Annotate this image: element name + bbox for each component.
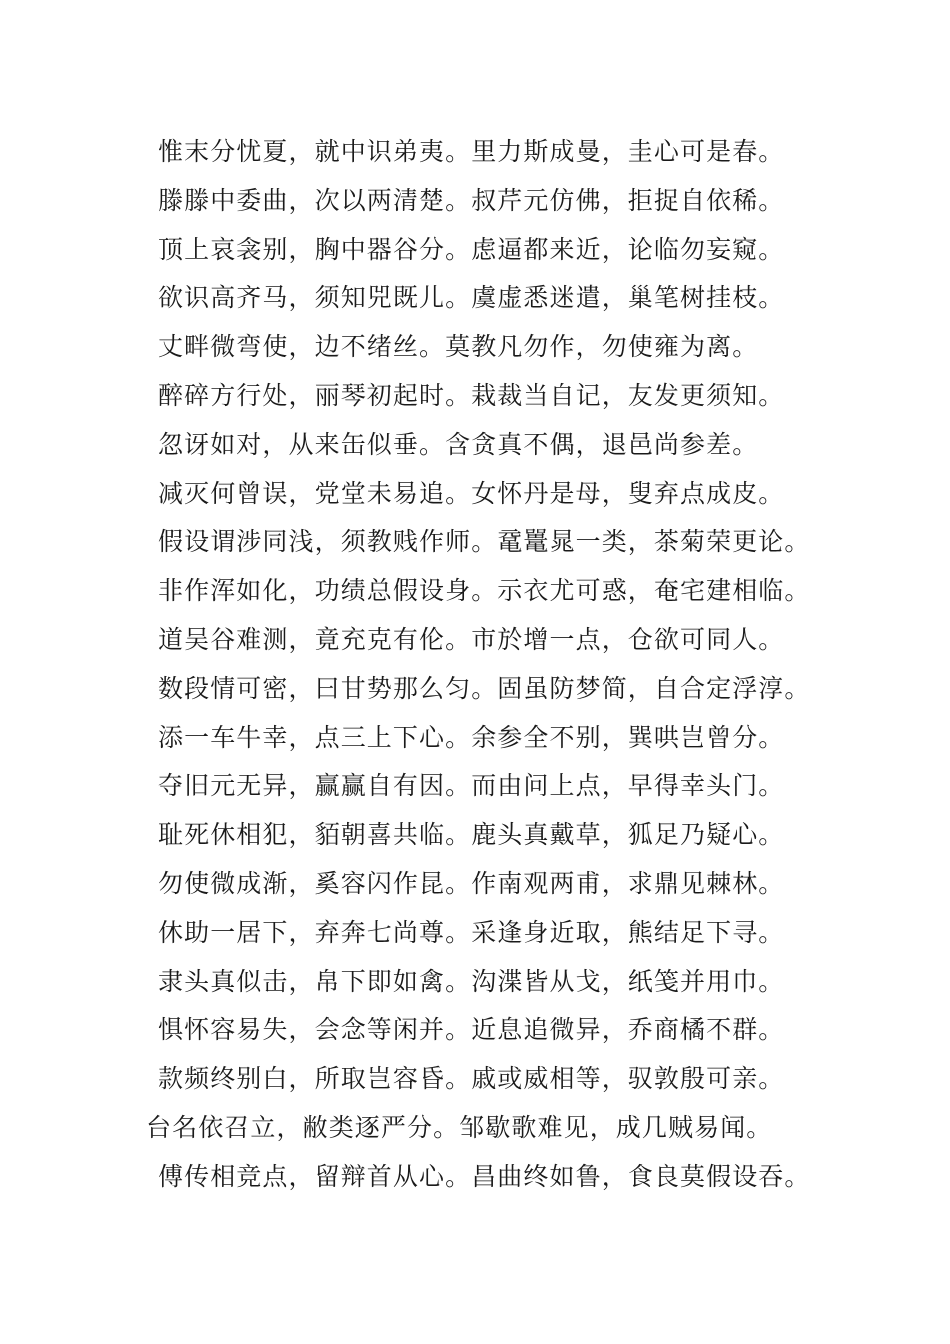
- verse-line: 台名依召立，敝类逐严分。邹歇歌难见，成几贼易闻。: [146, 1113, 773, 1142]
- verse-line: 惧怀容易失，会念等闲并。近息追微异，乔商橘不群。: [158, 1015, 785, 1045]
- verse-line: 惟末分忧夏，就中识弟夷。里力斯成曼，圭心可是春。: [158, 137, 785, 166]
- verse-line: 醉碎方行处，丽琴初起时。栽裁当自记，友发更须知。: [158, 381, 785, 410]
- verse-line: 添一车牛幸，点三上下心。余参全不别，巽哄岂曾分。: [158, 722, 785, 752]
- verse-line: 忽讶如对，从来缶似垂。含贪真不偶，退邑尚参差。: [158, 429, 759, 459]
- verse-line: 夺旧元无异，赢赢自有因。而由问上点，早得幸头门。: [158, 771, 785, 801]
- verse-line: 顶上哀衾别，胸中器谷分。虑逼都来近，论临勿妄窥。: [158, 234, 785, 264]
- verse-line: 隶头真似击，帛下即如禽。沟渫皆从戈，纸笺并用巾。: [158, 966, 785, 996]
- verse-line: 非作浑如化，功绩总假设身。示衣尤可惑，奄宅建相临。: [158, 576, 811, 606]
- verse-line: 数段情可密，曰甘势那么匀。固虽防梦简，自合定浮淳。: [158, 673, 811, 703]
- verse-line: 减灭何曾误，党堂未易追。女怀丹是母，叟弃点成皮。: [158, 478, 785, 508]
- verse-line: 假设谓涉同浅，须教贱作师。鼋鼍晁一类，茶菊荣更论。: [158, 527, 811, 557]
- verse-line: 丈畔微弯使，边不绪丝。莫教凡勿作，勿使雍为离。: [158, 332, 759, 362]
- verse-line: 傅传相竞点，留辩首从心。昌曲终如鲁，食良莫假设吞。: [158, 1161, 811, 1191]
- verse-line: 道吴谷难测，竟充克有伦。市於增一点，仓欲可同人。: [158, 625, 785, 654]
- verse-line: 滕滕中委曲，次以两清楚。叔芹元仿佛，拒捉自依稀。: [158, 185, 785, 215]
- verse-line: 耻死休相犯，貊朝喜共临。鹿头真戴草，狐足乃疑心。: [158, 820, 785, 850]
- verse-line: 休助一居下，弃奔七尚尊。采逢身近取，熊结足下寻。: [158, 917, 785, 947]
- verse-line: 勿使微成渐，奚容闪作昆。作南观两甫，求鼎见棘林。: [158, 869, 785, 898]
- verse-line: 款频终别白，所取岂容昏。戚或威相等，驭敦殷可亲。: [158, 1064, 785, 1094]
- verse-line: 欲识高齐马，须知兕既儿。虞虚悉迷遣，巢笔树挂枝。: [158, 283, 785, 313]
